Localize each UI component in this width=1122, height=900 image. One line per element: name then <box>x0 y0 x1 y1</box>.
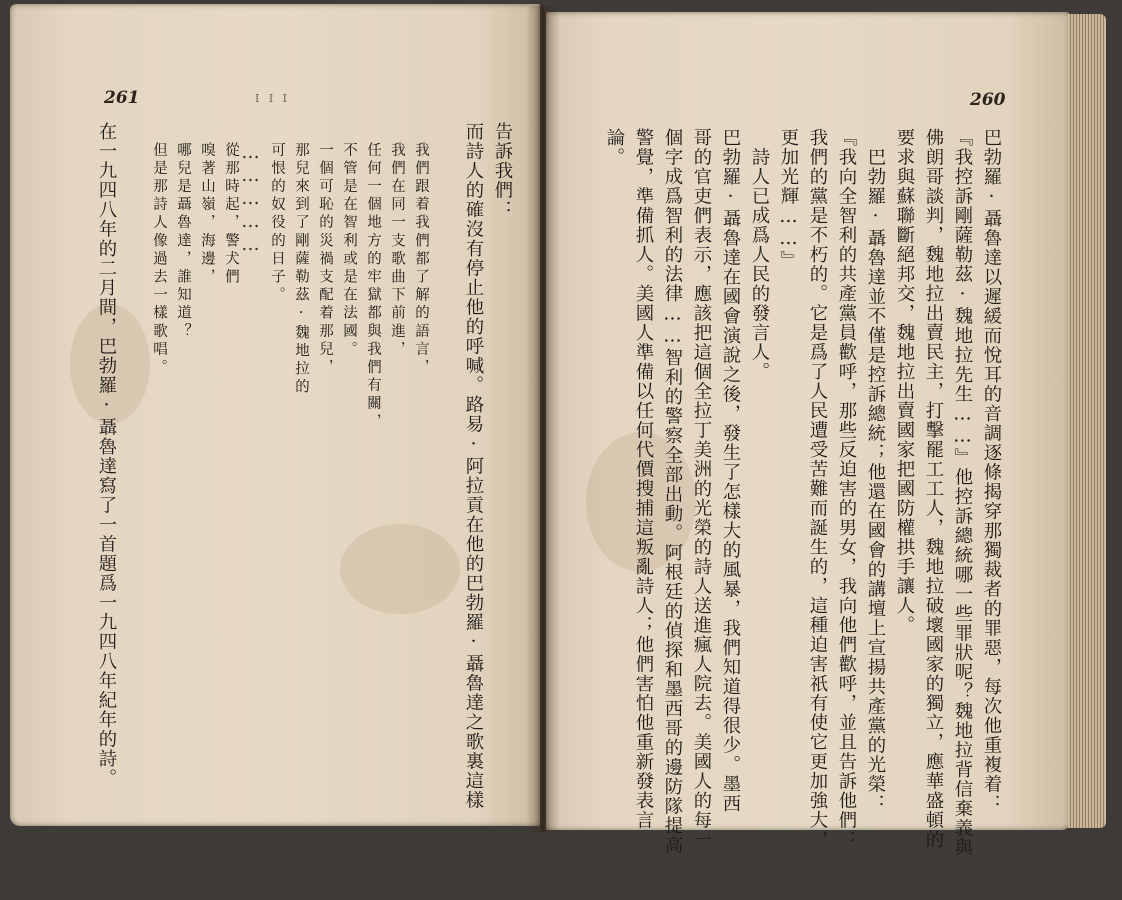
right-page-number: 260 <box>970 90 1006 110</box>
left-text-column: 任何一個地方的牢獄都與我們有關， <box>365 142 381 432</box>
left-page-text <box>92 122 517 810</box>
left-text-column: 可恨的奴役的日子。 <box>269 142 285 305</box>
right-text-column: 佛朗哥談判，魏地拉出賣民主，打擊罷工工人，魏地拉破壞國家的獨立，應華盛頓的 <box>923 128 944 850</box>
right-text-column: 更加光輝……』 <box>778 128 799 270</box>
right-text-column: 巴勃羅·聶魯達並不僅是控訴總統；他還在國會的講壇上宣揚共產黨的光榮： <box>865 128 886 814</box>
left-text-column: 我們在同一支歌曲下前進， <box>389 142 405 360</box>
page-edges <box>1068 14 1106 828</box>
right-text-column: 警覺，準備抓人。美國人準備以任何代價搜捕這叛亂詩人；他們害怕他重新發表言 <box>633 128 654 830</box>
left-text-column: 嗅著山嶺，海邊， <box>199 142 215 287</box>
left-page-number: 261 <box>104 88 140 108</box>
right-text-column: 要求與蘇聯斷絕邦交，魏地拉出賣國家把國防權拱手讓人。 <box>894 128 915 635</box>
right-text-column: 『我向全智利的共產黨員歡呼，那些反迫害的男女，我向他們歡呼，並且告訴他們： <box>836 128 857 850</box>
right-text-column: 詩人已成爲人民的發言人。 <box>749 128 770 382</box>
left-text-column: 那兒來到了剛薩勒茲·魏地拉的 <box>293 142 309 397</box>
left-text-column: 一個可恥的災禍支配着那兒， <box>317 142 333 378</box>
left-text-column <box>121 122 147 782</box>
right-text-column: 哥的官吏們表示，應該把這個全拉丁美洲的光榮的詩人送進瘋人院去。美國人的每一 <box>691 128 712 850</box>
right-text-column: 『我控訴剛薩勒茲·魏地拉先生……』他控訴總統哪一些罪狀呢？魏地拉背信棄義與 <box>952 128 973 858</box>
left-text-column <box>433 122 459 782</box>
left-text-column: 從那時起，警犬們 <box>223 142 239 287</box>
left-text-column: 不管是在智利或是在法國。 <box>341 142 357 360</box>
left-text-column: 我們跟着我們都了解的語言， <box>413 142 429 378</box>
left-text-column: 哪兒是聶魯達，誰知道？ <box>175 142 191 342</box>
right-page-text <box>600 128 1006 858</box>
right-text-column: 我們的黨是不朽的。它是爲了人民遭受苦難而誕生的，這種迫害祇有使它更加強大， <box>807 128 828 850</box>
left-text-column: 但是那詩人像過去一樣歌唱。 <box>151 142 167 378</box>
right-text-column: 巴勃羅·聶魯達在國會演說之後，發生了怎樣大的風暴，我們知道得很少。墨西 <box>720 128 741 814</box>
book-gutter <box>526 6 560 832</box>
right-text-column: 個字成爲智利的法律……智利的警察全部出動。阿根廷的偵探和墨西哥的邊防隊提高 <box>662 128 683 855</box>
right-text-column: 巴勃羅·聶魯達以遲緩而悅耳的音調逐條揭穿那獨裁者的罪惡，每次他重複着： <box>981 128 1002 814</box>
right-text-column: 論。 <box>604 128 625 167</box>
left-text-column: …………… <box>240 142 261 257</box>
left-text-column: 而詩人的確沒有停止他的呼喊。路易·阿拉貢在他的巴勃羅·聶魯達之歌裏這樣 <box>463 122 484 810</box>
running-mark: I I I <box>255 92 291 105</box>
left-text-column: 告訴我們： <box>492 122 513 220</box>
left-text-column: 在一九四八年的二月間，巴勃羅·聶魯達寫了一首題爲一九四八年紀年的詩。 <box>96 122 117 788</box>
